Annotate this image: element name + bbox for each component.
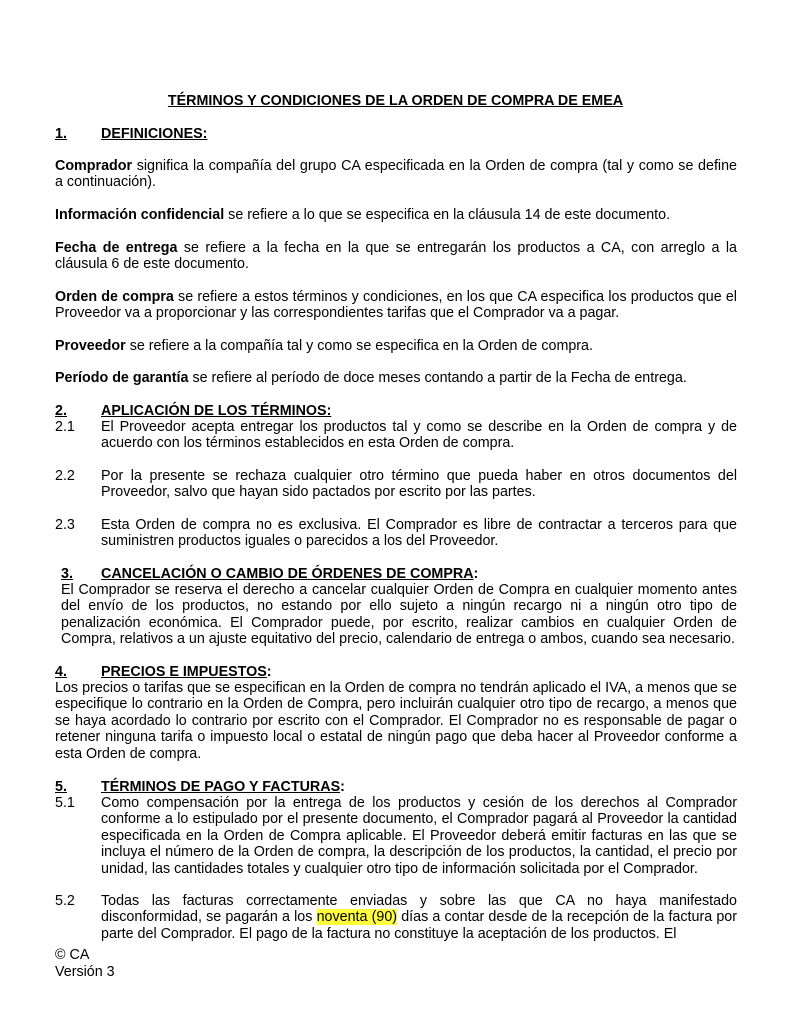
definition-term: Orden de compra (55, 289, 174, 305)
definition-orden-de-compra (55, 289, 737, 322)
footer-copyright: © CA (55, 947, 90, 963)
definition-text: significa la compañía del grupo CA especificada en la Orden de compra (tal y como se define a continuación). (55, 158, 737, 191)
section-colon: : (340, 779, 345, 795)
section-title: TÉRMINOS DE PAGO Y FACTURAS (101, 779, 341, 795)
clause-5-2 (101, 893, 737, 942)
clause-2-2: Por la presente se rechaza cualquier otro término que pueda haber en otros documentos del Proveedor, salvo que hayan sido pactados por escrito por las partes. (101, 468, 737, 501)
definition-term: Información confidencial (55, 207, 225, 223)
clause-2-3: Esta Orden de compra no es exclusiva. El Comprador es libre de contractar a terceros para que suministren productos iguales o parecidos a los del Proveedor. (101, 517, 737, 550)
definition-proveedor (55, 338, 737, 354)
definition-text: se refiere al período de doce meses contando a partir de la Fecha de entrega. (188, 370, 687, 386)
definition-text: se refiere a estos términos y condiciones, en los que CA especifica los productos que el Proveedor va a proporcionar y las correspondientes tarifas que el Comprador va a pagar. (55, 289, 737, 322)
section-colon: : (473, 566, 479, 582)
clause-number: 2.1 (55, 419, 75, 435)
definition-periodo-de-garantia (55, 370, 737, 386)
section-4-body: Los precios o tarifas que se especifican en la Orden de compra no tendrán aplicado el IVA, a menos que se especifique lo contrario en la Orden de Compra, pero incluirán cualquier otro tipo de recargo, a menos que se haya acordado lo contrario por escrito con el Comprador. El Comprador no es responsable de pagar o retener ninguna tarifa o impuesto local o estatal de ningún pago que deba hacer al Proveedor conforme a esta Orden de compra. (55, 680, 737, 762)
clause-number: 2.2 (55, 468, 75, 484)
clause-text: días a contar desde de la recepción de la factura por parte del Comprador. El pago de la factura no constituye la aceptación de los productos. El (101, 909, 737, 942)
clause-number: 2.3 (55, 517, 75, 533)
definition-term: Fecha de entrega (55, 240, 178, 256)
section-title: APLICACIÓN DE LOS TÉRMINOS: (101, 403, 332, 419)
definition-informacion-confidencial (55, 207, 737, 223)
definition-text: se refiere a la fecha en la que se entregarán los productos a CA, con arreglo a la cláusula 6 de este documento. (55, 240, 738, 273)
section-title: CANCELACIÓN O CAMBIO DE ÓRDENES DE COMPRA (101, 566, 474, 582)
clause-text: Todas las facturas correctamente enviadas y sobre las que CA no haya manifestado disconformidad, se pagarán a los (101, 893, 737, 926)
page-footer (55, 947, 115, 980)
clause-number: 5.2 (55, 893, 75, 909)
section-3-body: El Comprador se reserva el derecho a cancelar cualquier Orden de Compra en cualquier momento antes del envío de los productos, no estando por ello sujeto a ningún recargo ni a ningún otro tipo de penalización económica. El Comprador puede, por escrito, realizar cambios en cualquier Orden de Compra, relativos a un ajuste equitativo del precio, calendario de entrega o ambos, cuando sea necesario. (61, 582, 737, 648)
definition-comprador (55, 158, 737, 191)
clause-5-1: Como compensación por la entrega de los productos y cesión de los derechos al Comprador conforme a lo estipulado por el presente documento, el Comprador pagará al Proveedor la cantidad especificada en la Orden de Compra aplicable. El Proveedor deberá emitir facturas en las que se incluya el número de la Orden de compra, la descripción de los productos, la cantidad, el precio por unidad, las cantidades totales y cualquier otro tipo de información solicitada por el Comprador. (101, 795, 737, 877)
clause-number: 5.1 (55, 795, 75, 811)
section-colon: : (266, 664, 272, 680)
definition-text: se refiere a lo que se especifica en la cláusula 14 de este documento. (224, 207, 671, 223)
document-title: TÉRMINOS Y CONDICIONES DE LA ORDEN DE COMPRA DE EMEA (167, 93, 624, 109)
section-title: DEFINICIONES: (101, 126, 208, 142)
definition-text: se refiere a la compañía tal y como se especifica en la Orden de compra. (125, 338, 593, 354)
highlighted-payment-term: noventa (90) (316, 909, 398, 926)
definition-term: Comprador (55, 158, 133, 174)
definition-fecha-de-entrega (55, 240, 737, 273)
section-number: 5. (55, 779, 67, 795)
section-number: 1. (55, 126, 67, 142)
section-number: 4. (55, 664, 67, 680)
definition-term: Proveedor (55, 338, 126, 354)
section-number: 2. (55, 403, 67, 419)
clause-2-1: El Proveedor acepta entregar los productos tal y como se describe en la Orden de compra y de acuerdo con los términos establecidos en esta Orden de compra. (101, 419, 737, 452)
section-title: PRECIOS E IMPUESTOS (101, 664, 267, 680)
footer-version: Versión 3 (55, 963, 115, 980)
section-number: 3. (61, 566, 73, 582)
definition-term: Período de garantía (55, 370, 189, 386)
